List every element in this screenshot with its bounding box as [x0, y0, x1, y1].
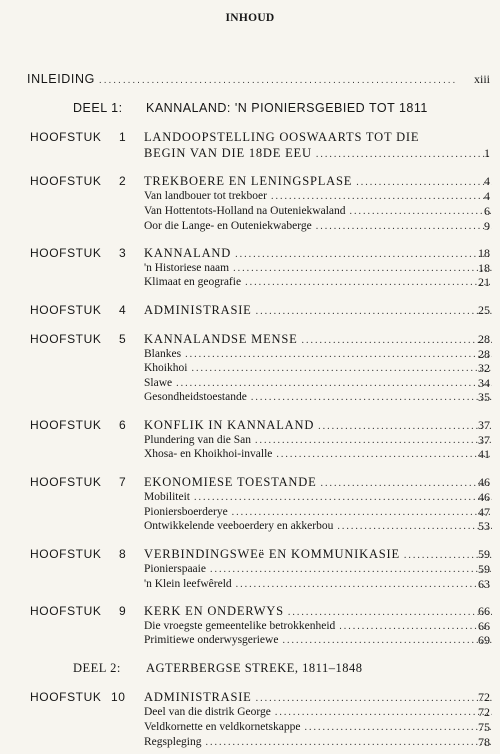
- chapter-number: 5: [119, 332, 127, 346]
- chapter-title: VERBINDINGSWEë EN KOMMUNIKASIE: [144, 547, 400, 561]
- page-number: 59: [478, 562, 490, 576]
- page-number: 37: [478, 418, 490, 432]
- page-number: 18: [478, 261, 490, 275]
- page-number: 46: [478, 490, 490, 504]
- section-entry[interactable]: [0, 633, 500, 647]
- chapter-number: 4: [119, 303, 127, 317]
- section-title: Primitiewe onderwysgeriewe: [144, 634, 279, 646]
- chapter-heading-1[interactable]: [0, 130, 500, 144]
- page-number: 25: [478, 303, 490, 317]
- part-title: KANNALAND: 'N PIONIERSGEBIED TOT 1811: [146, 101, 428, 115]
- page-number: 4: [484, 189, 490, 203]
- chapter-heading-7[interactable]: [0, 475, 500, 489]
- section-title: Gesondheidstoestande: [144, 391, 247, 403]
- section-entry[interactable]: [0, 619, 500, 633]
- chapter-title: KERK EN ONDERWYS: [144, 604, 284, 618]
- page-number: 18: [478, 246, 490, 260]
- chapter-label: HOOFSTUK: [30, 174, 102, 188]
- section-entry[interactable]: [0, 204, 500, 218]
- chapter-label: HOOFSTUK: [30, 690, 102, 704]
- page-number: 72: [478, 690, 490, 704]
- page-number: 6: [484, 204, 490, 218]
- chapter-number: 3: [119, 246, 127, 260]
- page-number: 75: [478, 720, 490, 734]
- page-number: 41: [478, 447, 490, 461]
- page-number: 53: [478, 519, 490, 533]
- section-entry[interactable]: [0, 361, 500, 375]
- page-number: 4: [484, 174, 490, 188]
- section-title: 'n Historiese naam: [144, 262, 230, 274]
- part-label: DEEL 2:: [73, 661, 121, 675]
- chapter-number: 8: [119, 547, 127, 561]
- section-title: Pionierspaaie: [144, 563, 206, 575]
- section-title: Van Hottentots-Holland na Outeniekwaland: [144, 205, 346, 217]
- section-entry[interactable]: [0, 275, 500, 289]
- page-number: 28: [478, 332, 490, 346]
- section-title: Xhosa- en Khoikhoi-invalle: [144, 448, 273, 460]
- chapter-title: TREKBOERE EN LENINGSPLASE: [144, 174, 353, 188]
- chapter-title-line2: BEGIN VAN DIE 18DE EEU: [144, 146, 312, 160]
- chapter-title: LANDOOPSTELLING OOSWAARTS TOT DIE: [144, 130, 420, 144]
- page-number: 37: [478, 433, 490, 447]
- page-title: INHOUD: [225, 12, 275, 24]
- chapter-heading-9[interactable]: [0, 604, 500, 618]
- page-number: 66: [478, 604, 490, 618]
- chapter-number: 6: [119, 418, 127, 432]
- section-title: Khoikhoi: [144, 362, 188, 374]
- part-title: AGTERBERGSE STREKE, 1811–1848: [146, 661, 363, 675]
- chapter-number: 2: [119, 174, 127, 188]
- chapter-label: HOOFSTUK: [30, 418, 102, 432]
- page-number: 1: [484, 146, 490, 160]
- chapter-title: ADMINISTRASIE: [144, 690, 252, 704]
- section-entry[interactable]: [0, 219, 500, 233]
- chapter-number: 9: [119, 604, 127, 618]
- page-number: xiii: [473, 72, 490, 86]
- page-number: 72: [478, 705, 490, 719]
- page-number: 66: [478, 619, 490, 633]
- page-number: 21: [478, 275, 490, 289]
- section-title: Mobiliteit: [144, 491, 190, 503]
- page-number: 34: [478, 376, 490, 390]
- section-entry[interactable]: [0, 376, 500, 390]
- section-title: Klimaat en geografie: [144, 276, 242, 288]
- chapter-label: HOOFSTUK: [30, 246, 102, 260]
- chapter-title-cont[interactable]: [0, 146, 500, 160]
- section-entry[interactable]: [0, 735, 500, 749]
- section-title: Pioniersboerderye: [144, 506, 228, 518]
- chapter-heading-6[interactable]: [0, 418, 500, 432]
- section-entry[interactable]: [0, 562, 500, 576]
- page-number: 69: [478, 633, 490, 647]
- section-entry[interactable]: [0, 519, 500, 533]
- chapter-heading-3[interactable]: [0, 246, 500, 260]
- page-number: 32: [478, 361, 490, 375]
- section-title: Die vroegste gemeentelike betrokkenheid: [144, 620, 336, 632]
- section-title: Van landbouer tot trekboer: [144, 190, 267, 202]
- section-entry[interactable]: [0, 577, 500, 591]
- toc-entry-inleiding[interactable]: [0, 72, 500, 86]
- section-entry[interactable]: [0, 261, 500, 275]
- section-entry[interactable]: [0, 390, 500, 404]
- chapter-title: KANNALANDSE MENSE: [144, 332, 298, 346]
- section-title: Blankes: [144, 348, 182, 360]
- chapter-label: HOOFSTUK: [30, 130, 102, 144]
- chapter-heading-8[interactable]: [0, 547, 500, 561]
- chapter-label: HOOFSTUK: [30, 475, 102, 489]
- section-title: Deel van die distrik George: [144, 706, 271, 718]
- chapter-heading-5[interactable]: [0, 332, 500, 346]
- page-number: 78: [478, 735, 490, 749]
- section-title: Regspleging: [144, 736, 202, 748]
- section-title: Oor die Lange- en Outeniekwaberge: [144, 220, 312, 232]
- chapter-heading-4[interactable]: [0, 303, 500, 317]
- section-entry[interactable]: [0, 705, 500, 719]
- page-number: 46: [478, 475, 490, 489]
- chapter-title: EKONOMIESE TOESTANDE: [144, 475, 317, 489]
- chapter-label: HOOFSTUK: [30, 332, 102, 346]
- chapter-title: ADMINISTRASIE: [144, 303, 252, 317]
- section-title: Ontwikkelende veeboerdery en akkerbou: [144, 520, 334, 532]
- page-number: 9: [484, 219, 490, 233]
- chapter-label: HOOFSTUK: [30, 547, 102, 561]
- section-entry[interactable]: [0, 447, 500, 461]
- section-title: Slawe: [144, 377, 173, 389]
- chapter-heading-10[interactable]: [0, 690, 500, 704]
- section-entry[interactable]: [0, 433, 500, 447]
- entry-label: INLEIDING: [27, 72, 95, 86]
- section-title: 'n Klein leefwêreld: [144, 578, 232, 590]
- page-number: 35: [478, 390, 490, 404]
- chapter-title: KANNALAND: [144, 246, 232, 260]
- section-entry[interactable]: [0, 505, 500, 519]
- chapter-number: 7: [119, 475, 127, 489]
- page-number: 59: [478, 547, 490, 561]
- chapter-heading-2[interactable]: [0, 174, 500, 188]
- part-label: DEEL 1:: [73, 101, 123, 115]
- chapter-number: 10: [111, 690, 126, 704]
- section-entry[interactable]: [0, 189, 500, 203]
- chapter-number: 1: [119, 130, 127, 144]
- chapter-title: KONFLIK IN KANNALAND: [144, 418, 315, 432]
- page-number: 28: [478, 347, 490, 361]
- page-number: 63: [478, 577, 490, 591]
- section-title: Veldkornette en veldkornetskappe: [144, 721, 301, 733]
- section-entry[interactable]: [0, 490, 500, 504]
- section-title: Plundering van die San: [144, 434, 251, 446]
- chapter-label: HOOFSTUK: [30, 303, 102, 317]
- page-number: 47: [478, 505, 490, 519]
- section-entry[interactable]: [0, 720, 500, 734]
- section-entry[interactable]: [0, 347, 500, 361]
- chapter-label: HOOFSTUK: [30, 604, 102, 618]
